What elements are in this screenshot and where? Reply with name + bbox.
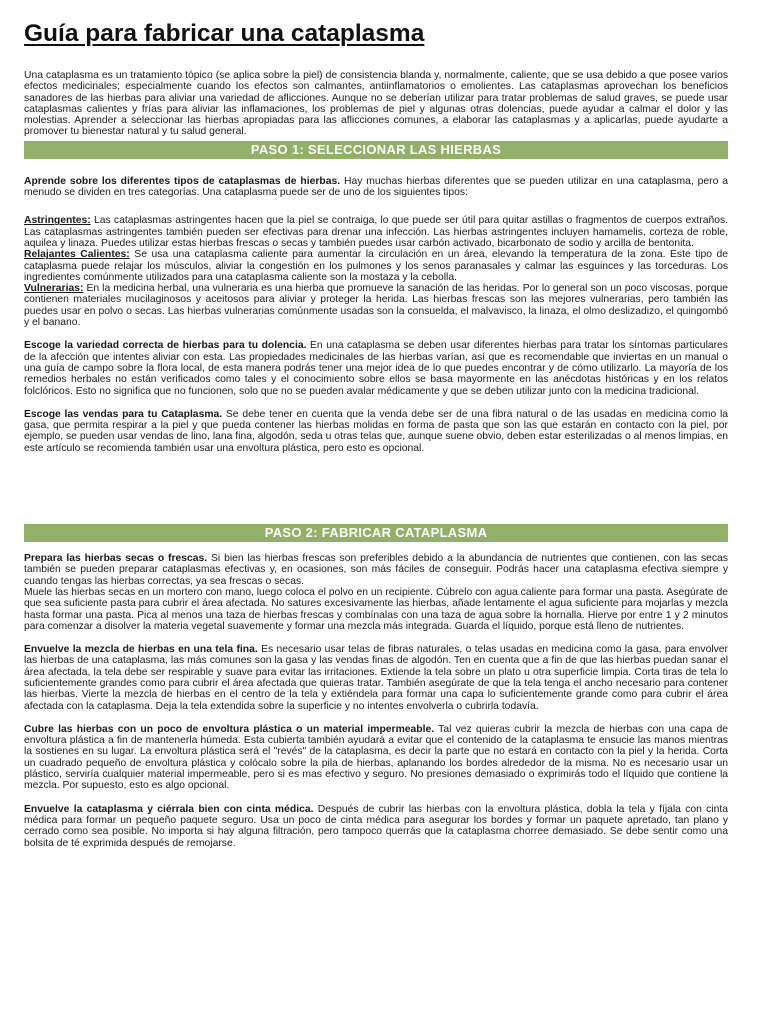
step1-paragraph-bandages: Escoge las vendas para tu Cataplasma. Se debe tener en cuenta que la venda debe ser de una fibra natural o de las usadas en medicina como la gasa, que permita respirar a la piel y que pueda contener las hierbas molidas en forma de pasta que son las que estarán en contacto con la piel, por ejemplo, se pueden usar vendas de lino, lana fina, algodón, seda u otras telas que, aunque suene obvio, deben estar esterilizadas o al menos limpias, en este artículo se recomienda también usar una envoltura plástica, pero esto es opcional. <box>24 408 728 454</box>
type-term: Relajantes Calientes: <box>24 249 130 261</box>
step2-lead: Envuelve la cataplasma y ciérrala bien con cinta médica. <box>24 803 314 815</box>
step2-paragraph-close: Envuelve la cataplasma y ciérrala bien con cinta médica. Después de cubrir las hierbas con la envoltura plástica, dobla la tela y fíjala con cinta médica para formar un pequeño paquete seguro. Usa un poco de cinta médica para asegurar los bordes y formar un paquete apretado, tan plano y cerrado como sea posible. No importa si hay alguna filtración, pero tampoco querrás que la cataplasma chorree demasiado. Se debe sentir como una bolsita de té exprimida después de remojarse. <box>24 803 728 849</box>
step2-lead: Prepara las hierbas secas o frescas. <box>24 553 208 565</box>
step1-lead: Escoge las vendas para tu Cataplasma. <box>24 408 223 420</box>
step1-paragraph-variety: Escoge la variedad correcta de hierbas para tu dolencia. En una cataplasma se deben usar diferentes hierbas para tratar los síntomas particulares de la afección que intentes aliviar con esta. Las propiedades medicinales de las hierbas varían, así que es recomendable que inviertas en un manual o una guía de campo sobre la flora local, de esta manera podrás tener una mejor idea de lo que puedes encontrar y de cómo utilizarlo. La mayoría de los remedios herbales no están verificados como tales y el conocimiento sobre ellos se basa mayormente en las anécdotas históricas y en los relatos folclóricos. Esto no significa que no funcionen, solo que no se pueden avalar médicamente y que se deben utilizar junto con la medicina tradicional. <box>24 340 728 397</box>
step2-lead: Cubre las hierbas con un poco de envoltura plástica o un material impermeable. <box>24 723 435 735</box>
step2-paragraph-wrap: Envuelve la mezcla de hierbas en una tela fina. Es necesario usar telas de fibras naturales, o telas usadas en medicina como la gasa, para envolver las hierbas de una cataplasma, las más comunes son la gasa y las vendas finas de algodón. Ten en cuenta que a fin de que las hierbas puedan sanar el área afectada, la tela debe ser respirable y suave para evitar las irritaciones. Extiende la tela sobre un plato u otra superficie limpia. Corta tiras de tela lo suficientemente grandes como para cubrir el área afectada que quieras tratar. También asegúrate de que la tela tenga el ancho necesario para contener las hierbas. Vierte la mezcla de hierbas en el centro de la tela y extiéndela para formar una capa lo suficientemente grande como para cubrir el área afectada con la cataplasma. Deja la tela extendida sobre la superficie y no intentes envolverla o cubrirla todavía. <box>24 644 728 712</box>
type-vulnerarias: Vulnerarias: En la medicina herbal, una vulneraria es una hierba que promueve la sanación de las heridas. Por lo general son un poco viscosas, porque contienen materiales mucilaginosos y aceitosos para aliviar y proteger la herida. Las hierbas frescas son las mejores vulnerarias, pero también las puedes usar en polvo o secas. Las hierbas vulnerarias comúnmente usadas son la consuelda, el malvavisco, la linaza, el olmo deslizadizo, el quingombó y el banano. <box>24 283 728 329</box>
step2-heading: PASO 2: FABRICAR CATAPLASMA <box>24 524 728 542</box>
page-title: Guía para fabricar una cataplasma <box>24 20 425 47</box>
step1-lead: Aprende sobre los diferentes tipos de cataplasmas de hierbas. <box>24 175 341 187</box>
step2-lead: Envuelve la mezcla de hierbas en una tela fina. <box>24 644 258 656</box>
step2-paragraph-cover: Cubre las hierbas con un poco de envoltura plástica o un material impermeable. Tal vez quieras cubrir la mezcla de hierbas con una capa de envoltura plástica a fin de mantenerla húmeda. Esta cubierta también ayudará a evitar que el contenido de la cataplasma te ensucie las manos mientras la sostienes en su lugar. La envoltura plástica será el "revés" de la cataplasma, es decir la parte que no estará en contacto con la piel y la herida. Corta un cuadrado pequeño de envoltura plástica y colócalo sobre la pila de hierbas, aplanando los bordes alrededor de la misma. No es necesario usar un plástico, serviría cualquier material impermeable, pero si es mas efectivo y seguro. No presiones demasiado o exprimirás todo el líquido que contiene la mezcla. Por supuesto, esto es algo opcional. <box>24 723 728 792</box>
step2-paragraph-grind: Muele las hierbas secas en un mortero con mano, luego coloca el polvo en un recipiente. Cúbrelo con agua caliente para formar una pasta. Asegúrate de que sea suficiente pasta para cubrir el área afectada. No satures excesivamente las hierbas, añade lentamente el agua suficiente para mojarlas y mezcla hasta formar una pasta. Pica al menos una taza de hierbas frescas y combínalas con una taza de agua sobre la hornalla. Hierve por entre 1 y 2 minutos para comenzar a disolver la materia vegetal suavemente y formar una mezcla más integrada. Guarda el líquido, porque está lleno de nutrientes. <box>24 586 728 632</box>
type-relajantes: Relajantes Calientes: Se usa una cataplasma caliente para aumentar la circulación en un área, elevando la temperatura de la zona. Este tipo de cataplasma puede relajar los músculos, aliviar la congestión en los pulmones y los senos paranasales y calmar las esguinces y las torceduras. Los ingredientes comúnmente utilizados para una cataplasma caliente son la mostaza y la cebolla. <box>24 249 729 283</box>
step1-heading: PASO 1: SELECCIONAR LAS HIERBAS <box>24 141 728 159</box>
step1-lead: Escoge la variedad correcta de hierbas para tu dolencia. <box>24 340 307 352</box>
intro-paragraph: Una cataplasma es un tratamiento tópico (se aplica sobre la piel) de consistencia blanda y, normalmente, caliente, que se usa debido a que posee varios efectos medicinales; especialmente cuando los efectos son calmantes, antiinflamatorios o emolientes. Las cataplasmas aprovechan los beneficios sanadores de las hierbas para aliviar una variedad de aflicciones. Aunque no se deberían utilizar para tratar problemas de salud graves, se puede usar cataplasmas calientes y frías para aliviar las inflamaciones, los problemas de piel y algunas otras dolencias, puede ayudar a calmar el dolor y las molestias. Aprender a seleccionar las hierbas apropiadas para las aflicciones comunes, a elaborar las cataplasmas y a aplicarlas, puede ayudarte a promover tu bienestar natural y tu salud general. <box>24 70 728 138</box>
type-astringentes: Astringentes: Las cataplasmas astringentes hacen que la piel se contraiga, lo que puede ser útil para quitar astillas o fragmentos de cuerpos extraños. Las cataplasmas astringentes también pueden ser efectivas para drenar una infección. Las hierbas astringentes incluyen hamamelis, corteza de roble, aquilea y linaza. Puedes utilizar estas hierbas frescas o secas y también puedes usar carbón activado, bicarbonato de sodio y arcilla de bentonita. <box>24 215 728 249</box>
step2-paragraph-prepare: Prepara las hierbas secas o frescas. Si bien las hierbas frescas son preferibles debido a la abundancia de nutrientes que contienen, con las secas también se pueden preparar cataplasmas efectivas y, en ocasiones, son más fáciles de conseguir. Podrás hacer una cataplasma efectiva siempre y cuando tengas las hierbas correctas, ya sea frescas o secas. <box>24 553 728 587</box>
type-term: Vulnerarias: <box>24 283 84 295</box>
document-page <box>24 20 728 849</box>
type-term: Astringentes: <box>24 215 91 227</box>
step1-paragraph-types: Aprende sobre los diferentes tipos de cataplasmas de hierbas. Hay muchas hierbas diferentes que se pueden utilizar en una cataplasma, pero a menudo se dividen en tres categorías. Una cataplasma puede ser de uno de los siguientes tipos: <box>24 175 728 199</box>
